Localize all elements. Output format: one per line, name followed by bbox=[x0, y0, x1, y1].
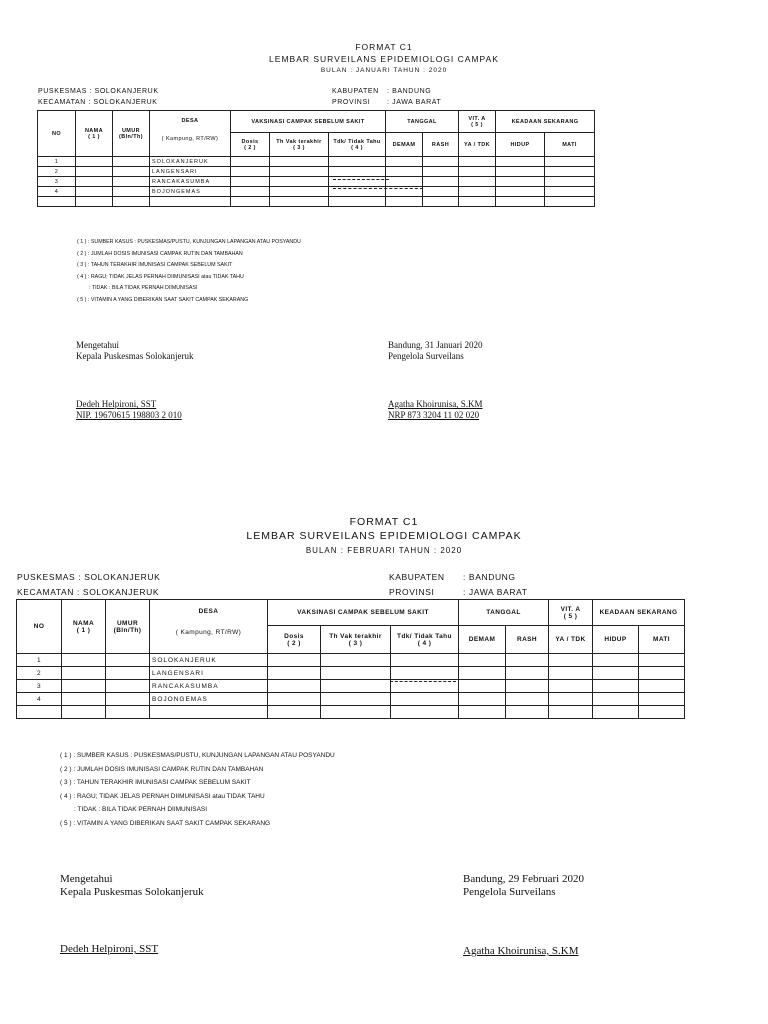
dashed-line bbox=[390, 692, 498, 693]
dashed-line bbox=[390, 681, 456, 682]
note-item: ( 5 ) : VITAMIN A YANG DIBERIKAN SAAT SAKIT CAMPAK SEKARANG bbox=[77, 296, 249, 303]
kabupaten-value: : BANDUNG bbox=[463, 572, 516, 582]
note-item: ( 3 ) : TAHUN TERAKHIR IMUNISASI CAMPAK SEBELUM SAKIT bbox=[77, 262, 233, 269]
left-signatory-nip: NIP. 19670615 198803 2 010 bbox=[76, 410, 182, 420]
provinsi-value: : JAWA BARAT bbox=[463, 587, 528, 597]
note-item: ( 1 ) : SUMBER KASUS : PUSKESMAS/PUSTU, KUNJUNGAN LAPANGAN ATAU POSYANDU bbox=[77, 239, 301, 245]
kabupaten-value: : BANDUNG bbox=[387, 88, 432, 95]
note-item: ( 2 ) : JUMLAH DOSIS IMUNISASI CAMPAK RUTIN DAN TAMBAHAN bbox=[77, 250, 243, 257]
header-umur: UMUR (Bln/Th) bbox=[106, 600, 150, 654]
header-keadaan: KEADAAN SEKARANG bbox=[496, 111, 595, 133]
table-row: 2 LANGENSARI bbox=[38, 167, 595, 177]
header-hidup: HIDUP bbox=[496, 133, 545, 157]
bulan-label: BULAN : FEBRUARI TAHUN : 2020 bbox=[305, 546, 463, 555]
header-mati: MATI bbox=[639, 626, 685, 654]
table-row: 3 RANCAKASUMBA bbox=[38, 177, 595, 187]
header-vit-a: VIT. A ( 5 ) bbox=[549, 600, 593, 626]
note-item: ( 4 ) : RAGU; TIDAK JELAS PERNAH DIIMUNISASI atau TIDAK TAHU bbox=[60, 792, 265, 800]
header-hidup: HIDUP bbox=[593, 626, 639, 654]
pengelola-label: Pengelola Surveilans bbox=[388, 351, 464, 361]
header-desa: DESA ( Kampung, RT/RW) bbox=[150, 600, 268, 654]
table-row: 4 BOJONGEMAS bbox=[17, 693, 685, 706]
header-vit-a: VIT. A ( 5 ) bbox=[459, 111, 496, 133]
header-mati: MATI bbox=[545, 133, 595, 157]
right-signatory-name: Agatha Khoirunisa, S.KM bbox=[388, 399, 483, 409]
note-item: ( 1 ) : SUMBER KASUS : PUSKESMAS/PUSTU, KUNJUNGAN LAPANGAN ATAU POSYANDU bbox=[60, 752, 335, 759]
header-nama: NAMA ( 1 ) bbox=[76, 111, 113, 157]
header-nama: NAMA ( 1 ) bbox=[62, 600, 106, 654]
note-item: : TIDAK : BILA TIDAK PERNAH DIIMUNISASI bbox=[89, 285, 198, 292]
kecamatan-label: KECAMATAN : SOLOKANJERUK bbox=[38, 99, 158, 106]
kepala-label: Kepala Puskesmas Solokanjeruk bbox=[60, 886, 204, 898]
format-label: FORMAT C1 bbox=[355, 42, 413, 52]
format-label: FORMAT C1 bbox=[349, 516, 419, 528]
header-ya-tdk: YA / TDK bbox=[549, 626, 593, 654]
note-item: ( 2 ) : JUMLAH DOSIS IMUNISASI CAMPAK RUTIN DAN TAMBAHAN bbox=[60, 765, 264, 773]
header-th-vak: Th Vak terakhir ( 3 ) bbox=[270, 133, 329, 157]
header-tdk: Tdk/ Tidak Tahu ( 4 ) bbox=[391, 626, 459, 654]
header-tanggal: TANGGAL bbox=[459, 600, 549, 626]
form-title: LEMBAR SURVEILANS EPIDEMIOLOGI CAMPAK bbox=[246, 530, 522, 542]
header-ya-tdk: YA / TDK bbox=[459, 133, 496, 157]
header-dosis: Dosis ( 2 ) bbox=[268, 626, 321, 654]
mengetahui-label: Mengetahui bbox=[76, 340, 119, 350]
header-demam: DEMAM bbox=[459, 626, 506, 654]
note-item: ( 5 ) : VITAMIN A YANG DIBERIKAN SAAT SAKIT CAMPAK SEKARANG bbox=[60, 819, 271, 827]
right-signatory-nrp: NRP 873 3204 11 02 020 bbox=[388, 410, 480, 420]
pengelola-label: Pengelola Surveilans bbox=[463, 886, 556, 898]
header-no: NO bbox=[17, 600, 62, 654]
surveilans-table bbox=[16, 599, 685, 719]
note-item: : TIDAK : BILA TIDAK PERNAH DIIMUNISASI bbox=[74, 806, 208, 813]
date-place: Bandung, 31 Januari 2020 bbox=[388, 340, 483, 350]
table-row: 3 RANCAKASUMBA bbox=[17, 680, 685, 693]
kabupaten-label: KABUPATEN bbox=[332, 88, 379, 95]
header-rash: RASH bbox=[423, 133, 459, 157]
header-desa: DESA ( Kampung, RT/RW) bbox=[150, 111, 231, 157]
header-keadaan: KEADAAN SEKARANG bbox=[593, 600, 685, 626]
table-row bbox=[17, 706, 685, 719]
table-row: 1 SOLOKANJERUK bbox=[38, 157, 595, 167]
bulan-label: BULAN : JANUARI TAHUN : 2020 bbox=[320, 67, 448, 74]
header-vaksinasi: VAKSINASI CAMPAK SEBELUM SAKIT bbox=[268, 600, 459, 626]
header-vaksinasi: VAKSINASI CAMPAK SEBELUM SAKIT bbox=[231, 111, 386, 133]
right-signatory-name: Agatha Khoirunisa, S.KM bbox=[463, 945, 579, 957]
table-row: 2 LANGENSARI bbox=[17, 667, 685, 680]
header-demam: DEMAM bbox=[386, 133, 423, 157]
provinsi-label: PROVINSI bbox=[332, 99, 371, 106]
note-item: ( 4 ) : RAGU; TIDAK JELAS PERNAH DIIMUNISASI atau TIDAK TAHU bbox=[77, 273, 244, 280]
mengetahui-label: Mengetahui bbox=[60, 873, 113, 885]
header-tdk: Tdk/ Tidak Tahu ( 4 ) bbox=[329, 133, 386, 157]
header-tanggal: TANGGAL bbox=[386, 111, 459, 133]
left-signatory-name: Dedeh Helpironi, SST bbox=[76, 399, 157, 409]
header-th-vak: Th Vak terakhir ( 3 ) bbox=[321, 626, 391, 654]
kecamatan-label: KECAMATAN : SOLOKANJERUK bbox=[17, 587, 160, 597]
puskesmas-label: PUSKESMAS : SOLOKANJERUK bbox=[17, 572, 161, 582]
note-item: ( 3 ) : TAHUN TERAKHIR IMUNISASI CAMPAK SEBELUM SAKIT bbox=[60, 779, 251, 786]
provinsi-value: : JAWA BARAT bbox=[387, 99, 442, 106]
left-signatory-name: Dedeh Helpironi, SST bbox=[60, 943, 159, 955]
table-row: 1 SOLOKANJERUK bbox=[17, 654, 685, 667]
puskesmas-label: PUSKESMAS : SOLOKANJERUK bbox=[38, 88, 159, 95]
kabupaten-label: KABUPATEN bbox=[389, 572, 445, 582]
kepala-label: Kepala Puskesmas Solokanjeruk bbox=[76, 351, 194, 361]
header-no: NO bbox=[38, 111, 76, 157]
notes-list bbox=[60, 749, 335, 830]
provinsi-label: PROVINSI bbox=[389, 587, 435, 597]
form-title: LEMBAR SURVEILANS EPIDEMIOLOGI CAMPAK bbox=[269, 54, 499, 64]
header-rash: RASH bbox=[506, 626, 549, 654]
header-umur: UMUR (Bln/Th) bbox=[113, 111, 150, 157]
header-dosis: Dosis ( 2 ) bbox=[231, 133, 270, 157]
table-row: 4 BOJONGEMAS bbox=[38, 187, 595, 197]
date-place: Bandung, 29 Februari 2020 bbox=[463, 873, 584, 885]
